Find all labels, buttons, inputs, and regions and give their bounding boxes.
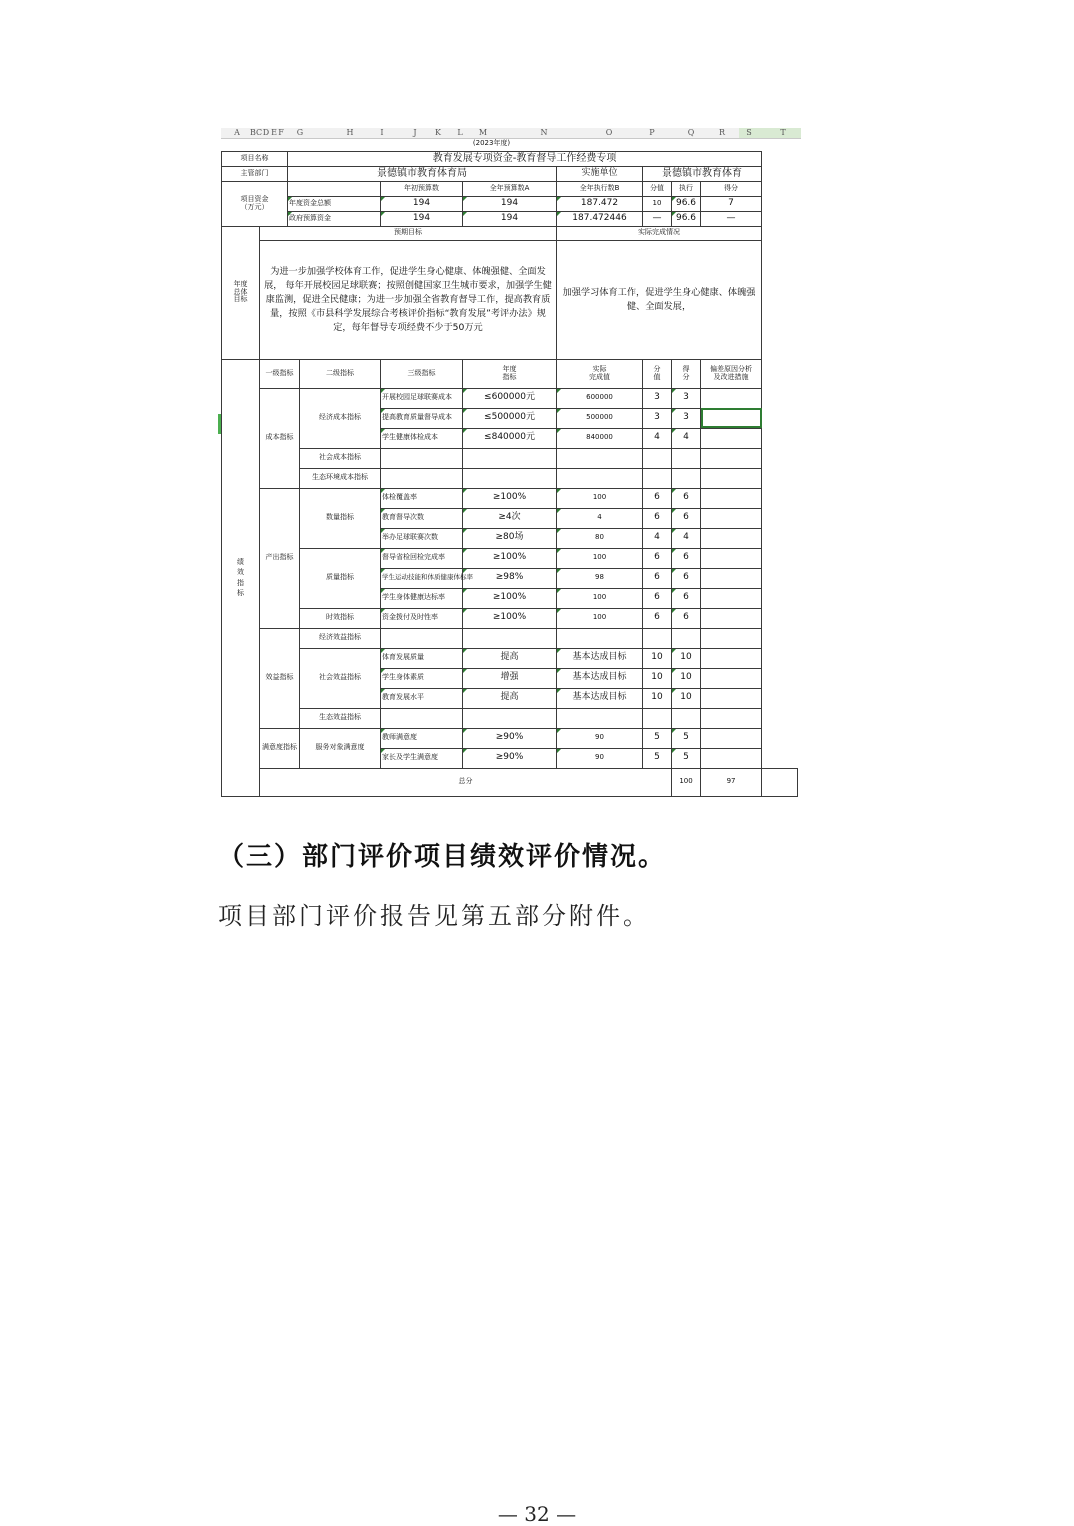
- hdr-exec-rate: 执行: [672, 181, 701, 196]
- col-target: 年度 指标: [463, 359, 557, 388]
- hdr-score: 得分: [701, 181, 762, 196]
- year-cell: (2023年度): [222, 138, 762, 151]
- t1-weight: 6: [643, 608, 672, 628]
- ql2-weight: 6: [643, 568, 672, 588]
- column-letter: B: [250, 128, 256, 137]
- b2-name: 学生身体素质: [381, 668, 463, 688]
- b1-name: 体育发展质量: [381, 648, 463, 668]
- cost-social: 社会成本指标: [300, 448, 381, 468]
- ql1-reason[interactable]: [701, 548, 762, 568]
- cost1-score: 3: [672, 388, 701, 408]
- q2-target: ≥4次: [463, 508, 557, 528]
- b2-score: 10: [672, 668, 701, 688]
- s2-actual: 90: [557, 748, 643, 768]
- hdr-exec: 全年执行数B: [557, 181, 643, 196]
- dept-label: 主管部门: [222, 166, 288, 181]
- gov-score: —: [701, 211, 762, 226]
- ql2-target: ≥98%: [463, 568, 557, 588]
- hdr-full: 全年预算数A: [463, 181, 557, 196]
- q2-reason[interactable]: [701, 508, 762, 528]
- gov-label: 政府预算资金: [288, 211, 381, 226]
- satisfaction-level2: 服务对象满意度: [300, 728, 381, 768]
- q1-target: ≥100%: [463, 488, 557, 508]
- cost1-reason[interactable]: [701, 388, 762, 408]
- s2-reason[interactable]: [701, 748, 762, 768]
- col-reason: 偏差原因分析 及改进措施: [701, 359, 762, 388]
- b3-score: 10: [672, 688, 701, 708]
- s2-score: 5: [672, 748, 701, 768]
- empty: [463, 708, 557, 728]
- goal-label: 年度 总体 目标: [222, 226, 260, 359]
- cost3-weight: 4: [643, 428, 672, 448]
- q3-name: 举办足球联赛次数: [381, 528, 463, 548]
- annual-rate: 96.6: [672, 196, 701, 211]
- b1-target: 提高: [463, 648, 557, 668]
- empty: [463, 448, 557, 468]
- performance-table: [221, 138, 798, 797]
- cost2-score: 3: [672, 408, 701, 428]
- project-name-label: 项目名称: [222, 151, 288, 166]
- q3-target: ≥80场: [463, 528, 557, 548]
- column-letter: T: [780, 128, 786, 137]
- empty: [557, 468, 643, 488]
- s2-name: 家长及学生满意度: [381, 748, 463, 768]
- column-letter: R: [718, 128, 726, 137]
- ql3-target: ≥100%: [463, 588, 557, 608]
- satisfaction-level1: 满意度指标: [260, 728, 300, 768]
- spreadsheet-image: [221, 128, 801, 818]
- cost1-name: 开展校园足球联赛成本: [381, 388, 463, 408]
- perf-label: 绩 效 指 标: [222, 359, 260, 796]
- s1-target: ≥90%: [463, 728, 557, 748]
- b1-weight: 10: [643, 648, 672, 668]
- b1-score: 10: [672, 648, 701, 668]
- t1-target: ≥100%: [463, 608, 557, 628]
- cost3-target: ≤840000元: [463, 428, 557, 448]
- cost3-score: 4: [672, 428, 701, 448]
- empty: [672, 468, 701, 488]
- column-letter: D: [262, 128, 270, 137]
- annual-initial: 194: [381, 196, 463, 211]
- funds-label: 项目资金 （万元）: [222, 181, 288, 226]
- col-got: 得 分: [672, 359, 701, 388]
- s1-name: 教师满意度: [381, 728, 463, 748]
- q1-weight: 6: [643, 488, 672, 508]
- cost-eco: 生态环境成本指标: [300, 468, 381, 488]
- ql3-name: 学生身体健康达标率: [381, 588, 463, 608]
- column-letter: H: [346, 128, 354, 137]
- col-level2: 二级指标: [300, 359, 381, 388]
- b2-target: 增强: [463, 668, 557, 688]
- q3-actual: 80: [557, 528, 643, 548]
- q2-actual: 4: [557, 508, 643, 528]
- total-score: 97: [701, 768, 762, 796]
- cost2-actual: 500000: [557, 408, 643, 428]
- column-letter: K: [435, 128, 441, 137]
- gov-exec: 187.472446: [557, 211, 643, 226]
- ql3-weight: 6: [643, 588, 672, 608]
- selected-cell[interactable]: [701, 408, 762, 428]
- annual-full: 194: [463, 196, 557, 211]
- cost1-target: ≤600000元: [463, 388, 557, 408]
- b1-actual: 基本达成目标: [557, 648, 643, 668]
- column-letter: S: [746, 128, 752, 137]
- section-heading: （三）部门评价项目绩效评价情况。: [218, 842, 667, 872]
- s2-weight: 5: [643, 748, 672, 768]
- page-number: — 32 —: [497, 1502, 577, 1526]
- ql3-actual: 100: [557, 588, 643, 608]
- empty: [463, 628, 557, 648]
- t1-name: 资金拨付及时性率: [381, 608, 463, 628]
- col-level1: 一级指标: [260, 359, 300, 388]
- col-level3: 三级指标: [381, 359, 463, 388]
- benefit-level1: 效益指标: [260, 628, 300, 728]
- ql1-name: 督导省检回检完成率: [381, 548, 463, 568]
- q2-score: 6: [672, 508, 701, 528]
- funds-blank: [288, 181, 381, 196]
- col-weight: 分 值: [643, 359, 672, 388]
- t1-score: 6: [672, 608, 701, 628]
- cost2-weight: 3: [643, 408, 672, 428]
- body-paragraph: 项目部门评价报告见第五部分附件。: [218, 902, 650, 930]
- output-qual: 质量指标: [300, 548, 381, 608]
- gov-rate: 96.6: [672, 211, 701, 226]
- column-letter: P: [649, 128, 655, 137]
- ql3-reason[interactable]: [701, 588, 762, 608]
- s1-weight: 5: [643, 728, 672, 748]
- column-letter: C: [255, 128, 263, 137]
- s1-reason[interactable]: [701, 728, 762, 748]
- q3-reason[interactable]: [701, 528, 762, 548]
- b3-reason[interactable]: [701, 688, 762, 708]
- cost3-name: 学生健康体检成本: [381, 428, 463, 448]
- b3-weight: 10: [643, 688, 672, 708]
- b2-reason[interactable]: [701, 668, 762, 688]
- col-actual: 实际 完成值: [557, 359, 643, 388]
- cost2-target: ≤500000元: [463, 408, 557, 428]
- empty: [701, 708, 762, 728]
- annual-score-value: 10: [643, 196, 672, 211]
- b1-reason[interactable]: [701, 648, 762, 668]
- q3-score: 4: [672, 528, 701, 548]
- total-reason: [762, 768, 798, 796]
- ql2-name: 学生运动技能和体质健康体标率: [381, 568, 463, 588]
- hdr-score-value: 分值: [643, 181, 672, 196]
- column-letter: M: [478, 128, 488, 137]
- cost3-reason[interactable]: [701, 428, 762, 448]
- benefit-eco: 生态效益指标: [300, 708, 381, 728]
- empty: [381, 708, 463, 728]
- cost-level1: 成本指标: [260, 388, 300, 488]
- q1-score: 6: [672, 488, 701, 508]
- column-letter: J: [413, 128, 417, 137]
- empty: [557, 448, 643, 468]
- b3-target: 提高: [463, 688, 557, 708]
- q1-name: 体检覆盖率: [381, 488, 463, 508]
- output-qty: 数量指标: [300, 488, 381, 548]
- cost1-weight: 3: [643, 388, 672, 408]
- q1-reason[interactable]: [701, 488, 762, 508]
- gov-full: 194: [463, 211, 557, 226]
- ql3-score: 6: [672, 588, 701, 608]
- actual-goal-text: 加强学习体育工作，促进学生身心健康、体魄强健、全面发展，: [557, 240, 762, 359]
- empty: [701, 468, 762, 488]
- column-letter: F: [278, 128, 284, 137]
- column-letter: O: [605, 128, 613, 137]
- project-name-value: 教育发展专项资金-教育督导工作经费专项: [288, 151, 762, 166]
- cost-econ: 经济成本指标: [300, 388, 381, 448]
- ql1-target: ≥100%: [463, 548, 557, 568]
- empty: [463, 468, 557, 488]
- empty: [701, 628, 762, 648]
- benefit-social: 社会效益指标: [300, 648, 381, 708]
- column-letter: G: [296, 128, 304, 137]
- q1-actual: 100: [557, 488, 643, 508]
- empty: [672, 448, 701, 468]
- q3-weight: 4: [643, 528, 672, 548]
- s1-score: 5: [672, 728, 701, 748]
- empty: [672, 708, 701, 728]
- q2-weight: 6: [643, 508, 672, 528]
- total-weight: 100: [672, 768, 701, 796]
- annual-label: 年度资金总额: [288, 196, 381, 211]
- q2-name: 教育督导次数: [381, 508, 463, 528]
- cost2-name: 提高教育质量督导成本: [381, 408, 463, 428]
- annual-score: 7: [701, 196, 762, 211]
- empty: [643, 708, 672, 728]
- empty: [381, 448, 463, 468]
- actual-label: 实际完成情况: [557, 226, 762, 240]
- empty: [381, 468, 463, 488]
- empty: [643, 468, 672, 488]
- dept-value: 景德镇市教育体育局: [288, 166, 557, 181]
- cost3-actual: 840000: [557, 428, 643, 448]
- column-letter: E: [271, 128, 277, 137]
- expected-label: 预期目标: [260, 226, 557, 240]
- ql2-reason[interactable]: [701, 568, 762, 588]
- column-letter: Q: [687, 128, 695, 137]
- t1-reason[interactable]: [701, 608, 762, 628]
- b2-actual: 基本达成目标: [557, 668, 643, 688]
- column-letter: I: [380, 128, 384, 137]
- column-letter: N: [540, 128, 548, 137]
- hdr-initial: 年初预算数: [381, 181, 463, 196]
- ql2-actual: 98: [557, 568, 643, 588]
- gov-score-value: —: [643, 211, 672, 226]
- empty: [557, 708, 643, 728]
- empty: [381, 628, 463, 648]
- gov-initial: 194: [381, 211, 463, 226]
- output-time: 时效指标: [300, 608, 381, 628]
- cost1-actual: 600000: [557, 388, 643, 408]
- output-level1: 产出指标: [260, 488, 300, 628]
- empty: [701, 448, 762, 468]
- b3-actual: 基本达成目标: [557, 688, 643, 708]
- impl-label: 实施单位: [557, 166, 643, 181]
- empty: [672, 628, 701, 648]
- performance-table-area: [221, 138, 801, 818]
- impl-value: 景德镇市教育体育: [643, 166, 762, 181]
- ql1-weight: 6: [643, 548, 672, 568]
- s1-actual: 90: [557, 728, 643, 748]
- s2-target: ≥90%: [463, 748, 557, 768]
- ql2-score: 6: [672, 568, 701, 588]
- annual-exec: 187.472: [557, 196, 643, 211]
- benefit-econ: 经济效益指标: [300, 628, 381, 648]
- column-letter: A: [234, 128, 240, 137]
- b3-name: 教育发展水平: [381, 688, 463, 708]
- b2-weight: 10: [643, 668, 672, 688]
- column-letter: L: [457, 128, 463, 137]
- expected-goal-text: 为进一步加强学校体育工作，促进学生身心健康、体魄强健、全面发展， 每年开展校园足球联赛；按照创健国家卫生城市要求，加强学生健康监测，促进全民健康；为进一步加强全省教育督导工作，提高教育质量，按照《市县科学发展综合考核评价指标“教育发展”考评办法》规定，每年督导专项经费不少于50万元: [260, 240, 557, 359]
- t1-actual: 100: [557, 608, 643, 628]
- total-label: 总分: [260, 768, 672, 796]
- empty: [643, 448, 672, 468]
- empty: [557, 628, 643, 648]
- empty: [643, 628, 672, 648]
- ql1-actual: 100: [557, 548, 643, 568]
- ql1-score: 6: [672, 548, 701, 568]
- row-selection-marker: [218, 414, 221, 434]
